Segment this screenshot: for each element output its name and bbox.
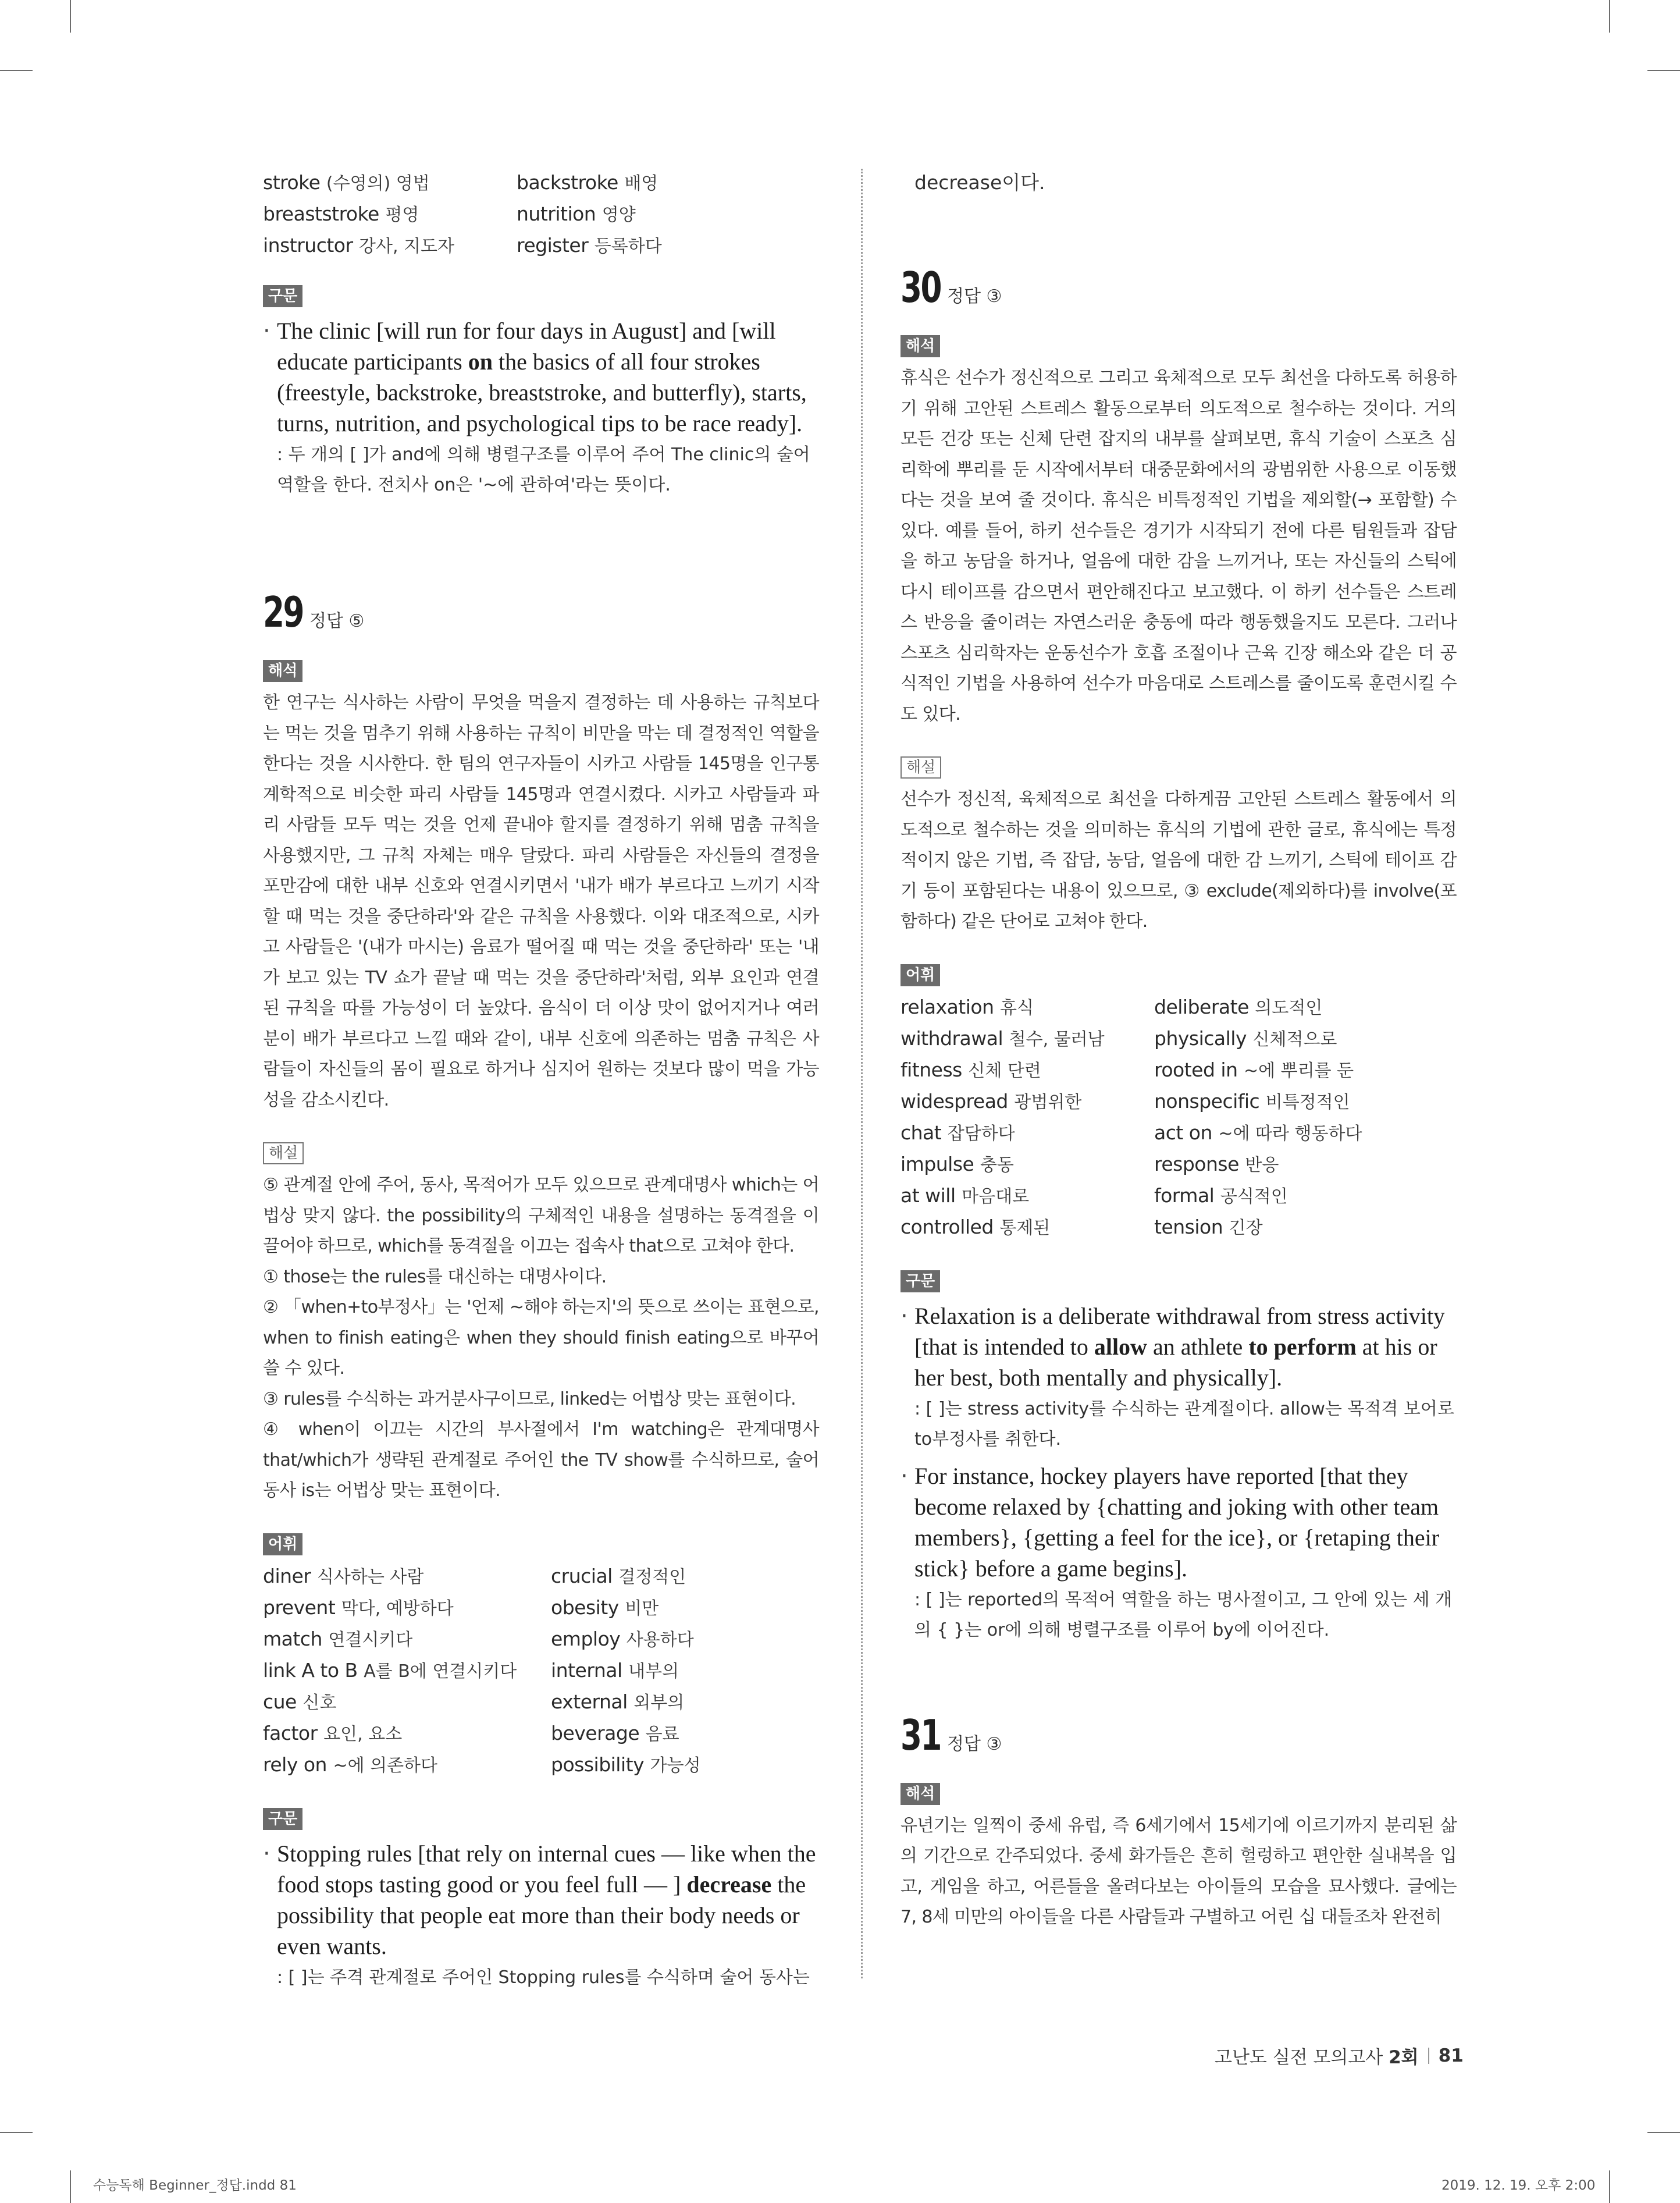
structure-note <box>263 315 819 500</box>
vocab-item: at will 마음대로 <box>900 1184 1030 1207</box>
answer-text: 정답 ③ <box>947 1733 1002 1754</box>
translation-paragraph: 한 연구는 식사하는 사람이 무엇을 먹을지 결정하는 데 사용하는 규칙보다는 먹는 것을 멈추기 위해 사용하는 규칙이 비만을 막는 데 결정적인 역할을 한다는 것을 시사한다. 한 팀의 연구자들이 시카고 사람들 145명을 인구통계학적으로 비슷한 파리 사람들 145명과 연결시켰다. 시카고 사람들과 파리 사람들 모두 먹는 것을 언제 끝내야 할지를 결정하기 위해 멈춤 규칙을 사용했지만, 그 규칙 자체는 매우 달랐다. 파리 사람들은 자신들의 결정을 포만감에 대한 내부 신호와 연결시키면서 '내가 배가 부르다고 느끼기 시작할 때 먹는 것을 중단하라'와 같은 규칙을 사용했다. 이와 대조적으로, 시카고 사람들은 '(내가 마시는) 음료가 떨어질 때 먹는 것을 중단하라' 또는 '내가 보고 있는 TV 쇼가 끝날 때 먹는 것을 중단하라'처럼, 외부 요인과 연결된 규칙을 따를 가능성이 더 높았다. 음식이 더 이상 맛이 없어지거나 여러분이 배가 부르다고 느낄 때와 같이, 내부 신호에 의존하는 멈춤 규칙은 사람들이 자신들의 몸이 필요로 하거나 심지어 원하는 것보다 많이 먹을 가능성을 감소시킨다. <box>263 692 819 1110</box>
vocab-item: breaststroke 평영 <box>263 202 419 225</box>
footer-round: 2회 <box>1389 2047 1419 2068</box>
structure-explanation: : [ ]는 reported의 목적어 역할을 하는 명사절이고, 그 안에 있는 세 개의 { }는 or에 의해 병렬구조를 이루어 by에 이어진다. <box>914 1589 1453 1640</box>
vocab-item: diner 식사하는 사람 <box>263 1564 424 1587</box>
structure-sentence: Relaxation is a deliberate withdrawal from stress activity [that is intended to allow an athlete to perform at his or her best, both mentally and physically]. <box>914 1302 1445 1391</box>
footer-separator <box>1428 2048 1429 2064</box>
structure-note <box>263 1838 819 1993</box>
structure-explanation: : 두 개의 [ ]가 and에 의해 병렬구조를 이루어 주어 The clinic의 술어 역할을 한다. 전치사 on은 '~에 관하여'라는 뜻이다. <box>277 445 810 495</box>
explanation-paragraph: ⑤ 관계절 안에 주어, 동사, 목적어가 모두 있으므로 관계대명사 which는 어법상 맞지 않다. the possibility의 구체적인 내용을 설명하는 동격절을 이끌어야 하므로, which를 동격절을 이끄는 접속사 that으로 고쳐야 한다. ① those는 the rules를 대신하는 대명사이다. ② 「when+to부정사」는 '언제 ~해야 하는지'의 뜻으로 쓰이는 표현으로, when to finish eating은 when they should finish eating으로 바꾸어 쓸 수 있다. ③ rules를 수식하는 과거분사구이므로, linked는 어법상 맞는 표현이다. ④ when이 이끄는 시간의 부사절에서 I'm watching은 관계대명사 that/which가 생략된 관계절로 주어인 the TV show를 수식하므로, 술어 동사 is는 어법상 맞는 표현이다. <box>263 1175 819 1501</box>
vocab-item: match 연결시키다 <box>263 1627 413 1650</box>
vocab-item: register 등록하다 <box>517 234 662 257</box>
vocab-item: external 외부의 <box>551 1690 685 1713</box>
vocab-item: crucial 결정적인 <box>551 1564 686 1587</box>
vocab-list-29 <box>263 1561 819 1781</box>
crop-mark <box>1647 70 1680 71</box>
vocab-item: impulse 충동 <box>900 1152 1014 1175</box>
slug-timestamp: 2019. 12. 19. 오후 2:00 <box>1441 2178 1596 2193</box>
vocab-item: factor 요인, 요소 <box>263 1721 403 1744</box>
vocab-item: employ 사용하다 <box>551 1627 694 1650</box>
structure-note <box>900 1301 1457 1455</box>
vocab-item: instructor 강사, 지도자 <box>263 234 455 257</box>
bullet: · <box>900 1302 908 1330</box>
section-label-eohwi: 어휘 <box>900 964 940 986</box>
structure-sentence: The clinic [will run for four days in August] and [will educate participants on the basics of all four strokes (freestyle, backstroke, breaststroke, and butterfly), starts, turns, nutrition, and psychological tips to be race ready]. <box>277 318 807 436</box>
right-column <box>900 168 1457 1933</box>
section-label-haeseok: 해석 <box>900 335 940 357</box>
section-label-haeseok: 해석 <box>263 660 302 682</box>
question-heading-29 <box>263 588 819 637</box>
left-column <box>263 168 819 1993</box>
vocab-item: backstroke 배영 <box>517 171 659 194</box>
answer-text: 정답 ③ <box>947 286 1002 307</box>
bullet: · <box>900 1462 908 1490</box>
vocab-item: cue 신호 <box>263 1690 337 1713</box>
slug-file-info: 수능독해 Beginner_정답.indd 81 <box>93 2178 297 2193</box>
crop-mark <box>1609 0 1610 33</box>
vocab-list-30 <box>900 992 1457 1243</box>
section-label-haeseol: 해설 <box>263 1142 304 1164</box>
bullet: · <box>263 1840 270 1867</box>
footer-title: 고난도 실전 모의고사 <box>1215 2047 1383 2068</box>
crop-mark <box>70 2170 71 2203</box>
crop-mark <box>1647 2132 1680 2133</box>
structure-sentence: Stopping rules [that rely on internal cues — like when the food stops tasting good or you feel full — ] decrease the possibility that people eat more than their body needs or even wants. <box>277 1840 816 1959</box>
vocab-item: deliberate 의도적인 <box>1154 995 1323 1018</box>
vocab-item: tension 긴장 <box>1154 1215 1263 1238</box>
vocab-item: prevent 막다, 예방하다 <box>263 1596 454 1619</box>
structure-sentence: For instance, hockey players have reported [that they become relaxed by {chatting and joking with other team members}, {getting a feel for the ice}, or {retaping their stick} before a game begins]. <box>914 1462 1440 1582</box>
page-number: 81 <box>1438 2045 1464 2066</box>
vocab-item: physically 신체적으로 <box>1154 1026 1337 1050</box>
vocab-item: formal 공식적인 <box>1154 1184 1288 1207</box>
vocab-item: relaxation 휴식 <box>900 995 1034 1018</box>
structure-note <box>900 1461 1457 1646</box>
page-footer <box>1215 2042 1464 2069</box>
question-number: 31 <box>900 1710 941 1760</box>
section-label-gumun: 구문 <box>263 1808 302 1830</box>
crop-mark <box>0 70 33 71</box>
answer-text: 정답 ⑤ <box>309 611 365 631</box>
crop-mark <box>1609 2170 1610 2203</box>
question-heading-30 <box>900 263 1457 312</box>
vocab-item: stroke (수영의) 영법 <box>263 171 430 194</box>
bullet: · <box>263 318 270 344</box>
crop-mark <box>0 2132 33 2133</box>
vocab-item: internal 내부의 <box>551 1658 679 1682</box>
structure-explanation: : [ ]는 주격 관계절로 주어인 Stopping rules를 수식하며 술어 동사는 <box>277 1967 810 1988</box>
vocab-item: widespread 광범위한 <box>900 1089 1082 1113</box>
explanation-paragraph: 선수가 정신적, 육체적으로 최선을 다하게끔 고안된 스트레스 활동에서 의도적으로 철수하는 것을 의미하는 휴식의 기법에 관한 글로, 휴식에는 특정적이지 않은 기법, 즉 잡담, 농담, 얼음에 대한 감 느끼기, 스틱에 테이프 감기 등이 포함된다는 내용이 있으므로, ③ exclude(제외하다)를 involve(포함하다) 같은 단어로 고쳐야 한다. <box>900 789 1457 932</box>
section-label-eohwi: 어휘 <box>263 1533 302 1555</box>
vocab-item: rooted in ~에 뿌리를 둔 <box>1154 1058 1354 1081</box>
vocab-item: rely on ~에 의존하다 <box>263 1753 438 1776</box>
vocab-item: chat 잡담하다 <box>900 1121 1015 1144</box>
question-heading-31 <box>900 1711 1457 1760</box>
vocab-item: fitness 신체 단련 <box>900 1058 1041 1081</box>
vocab-item: possibility 가능성 <box>551 1753 701 1776</box>
vocab-item: beverage 음료 <box>551 1721 679 1744</box>
vocab-item: controlled 통제된 <box>900 1215 1051 1238</box>
column-divider <box>861 169 863 1978</box>
vocab-item: nutrition 영양 <box>517 202 636 225</box>
vocab-item: obesity 비만 <box>551 1596 659 1619</box>
question-number: 30 <box>900 263 941 312</box>
section-label-gumun: 구문 <box>263 285 302 307</box>
structure-explanation: : [ ]는 stress activity를 수식하는 관계절이다. allow는 목적격 보어로 to부정사를 취한다. <box>914 1398 1454 1449</box>
translation-paragraph: 유년기는 일찍이 중세 유럽, 즉 6세기에서 15세기에 이르기까지 분리된 삶의 기간으로 간주되었다. 중세 화가들은 흔히 헐렁하고 편안한 실내복을 입고, 게임을 하고, 어른들을 올려다보는 아이들의 모습을 묘사했다. 글에는 7, 8세 미만의 아이들을 다른 사람들과 구별하고 어린 십 대들조차 완전히 <box>900 1815 1457 1927</box>
continuation-text: decrease이다. <box>914 171 1045 194</box>
question-number: 29 <box>263 588 303 637</box>
section-label-haeseok: 해석 <box>900 1783 940 1805</box>
vocab-item: withdrawal 철수, 물러남 <box>900 1026 1105 1050</box>
section-label-gumun: 구문 <box>900 1270 940 1292</box>
vocab-item: act on ~에 따라 행동하다 <box>1154 1121 1362 1144</box>
vocab-list-top <box>263 168 819 262</box>
vocab-item: link A to B A를 B에 연결시키다 <box>263 1658 517 1682</box>
vocab-item: nonspecific 비특정적인 <box>1154 1089 1350 1113</box>
translation-paragraph: 휴식은 선수가 정신적으로 그리고 육체적으로 모두 최선을 다하도록 허용하기 위해 고안된 스트레스 활동으로부터 의도적으로 철수하는 것이다. 거의 모든 건강 또는 신체 단련 잡지의 내부를 살펴보면, 휴식 기술이 스포츠 심리학에 뿌리를 둔 시작에서부터 대중문화에서의 광범위한 사용으로 이동했다는 것을 보여 줄 것이다. 휴식은 비특정적인 기법을 제외할(→ 포함할) 수 있다. 예를 들어, 하키 선수들은 경기가 시작되기 전에 다른 팀원들과 잡담을 하고 농담을 하거나, 얼음에 대한 감을 느끼거나, 또는 자신들의 스틱에 다시 테이프를 감으면서 편안해진다고 보고했다. 이 하키 선수들은 스트레스 반응을 줄이려는 자연스러운 충동에 따라 행동했을지도 모른다. 그러나 스포츠 심리학자는 운동선수가 호흡 조절이나 근육 긴장 해소와 같은 더 공식적인 기법을 사용하여 선수가 마음대로 스트레스를 줄이도록 훈련시킬 수도 있다. <box>900 368 1457 724</box>
crop-mark <box>70 0 71 33</box>
section-label-haeseol: 해설 <box>900 756 941 779</box>
vocab-item: response 반응 <box>1154 1152 1279 1175</box>
